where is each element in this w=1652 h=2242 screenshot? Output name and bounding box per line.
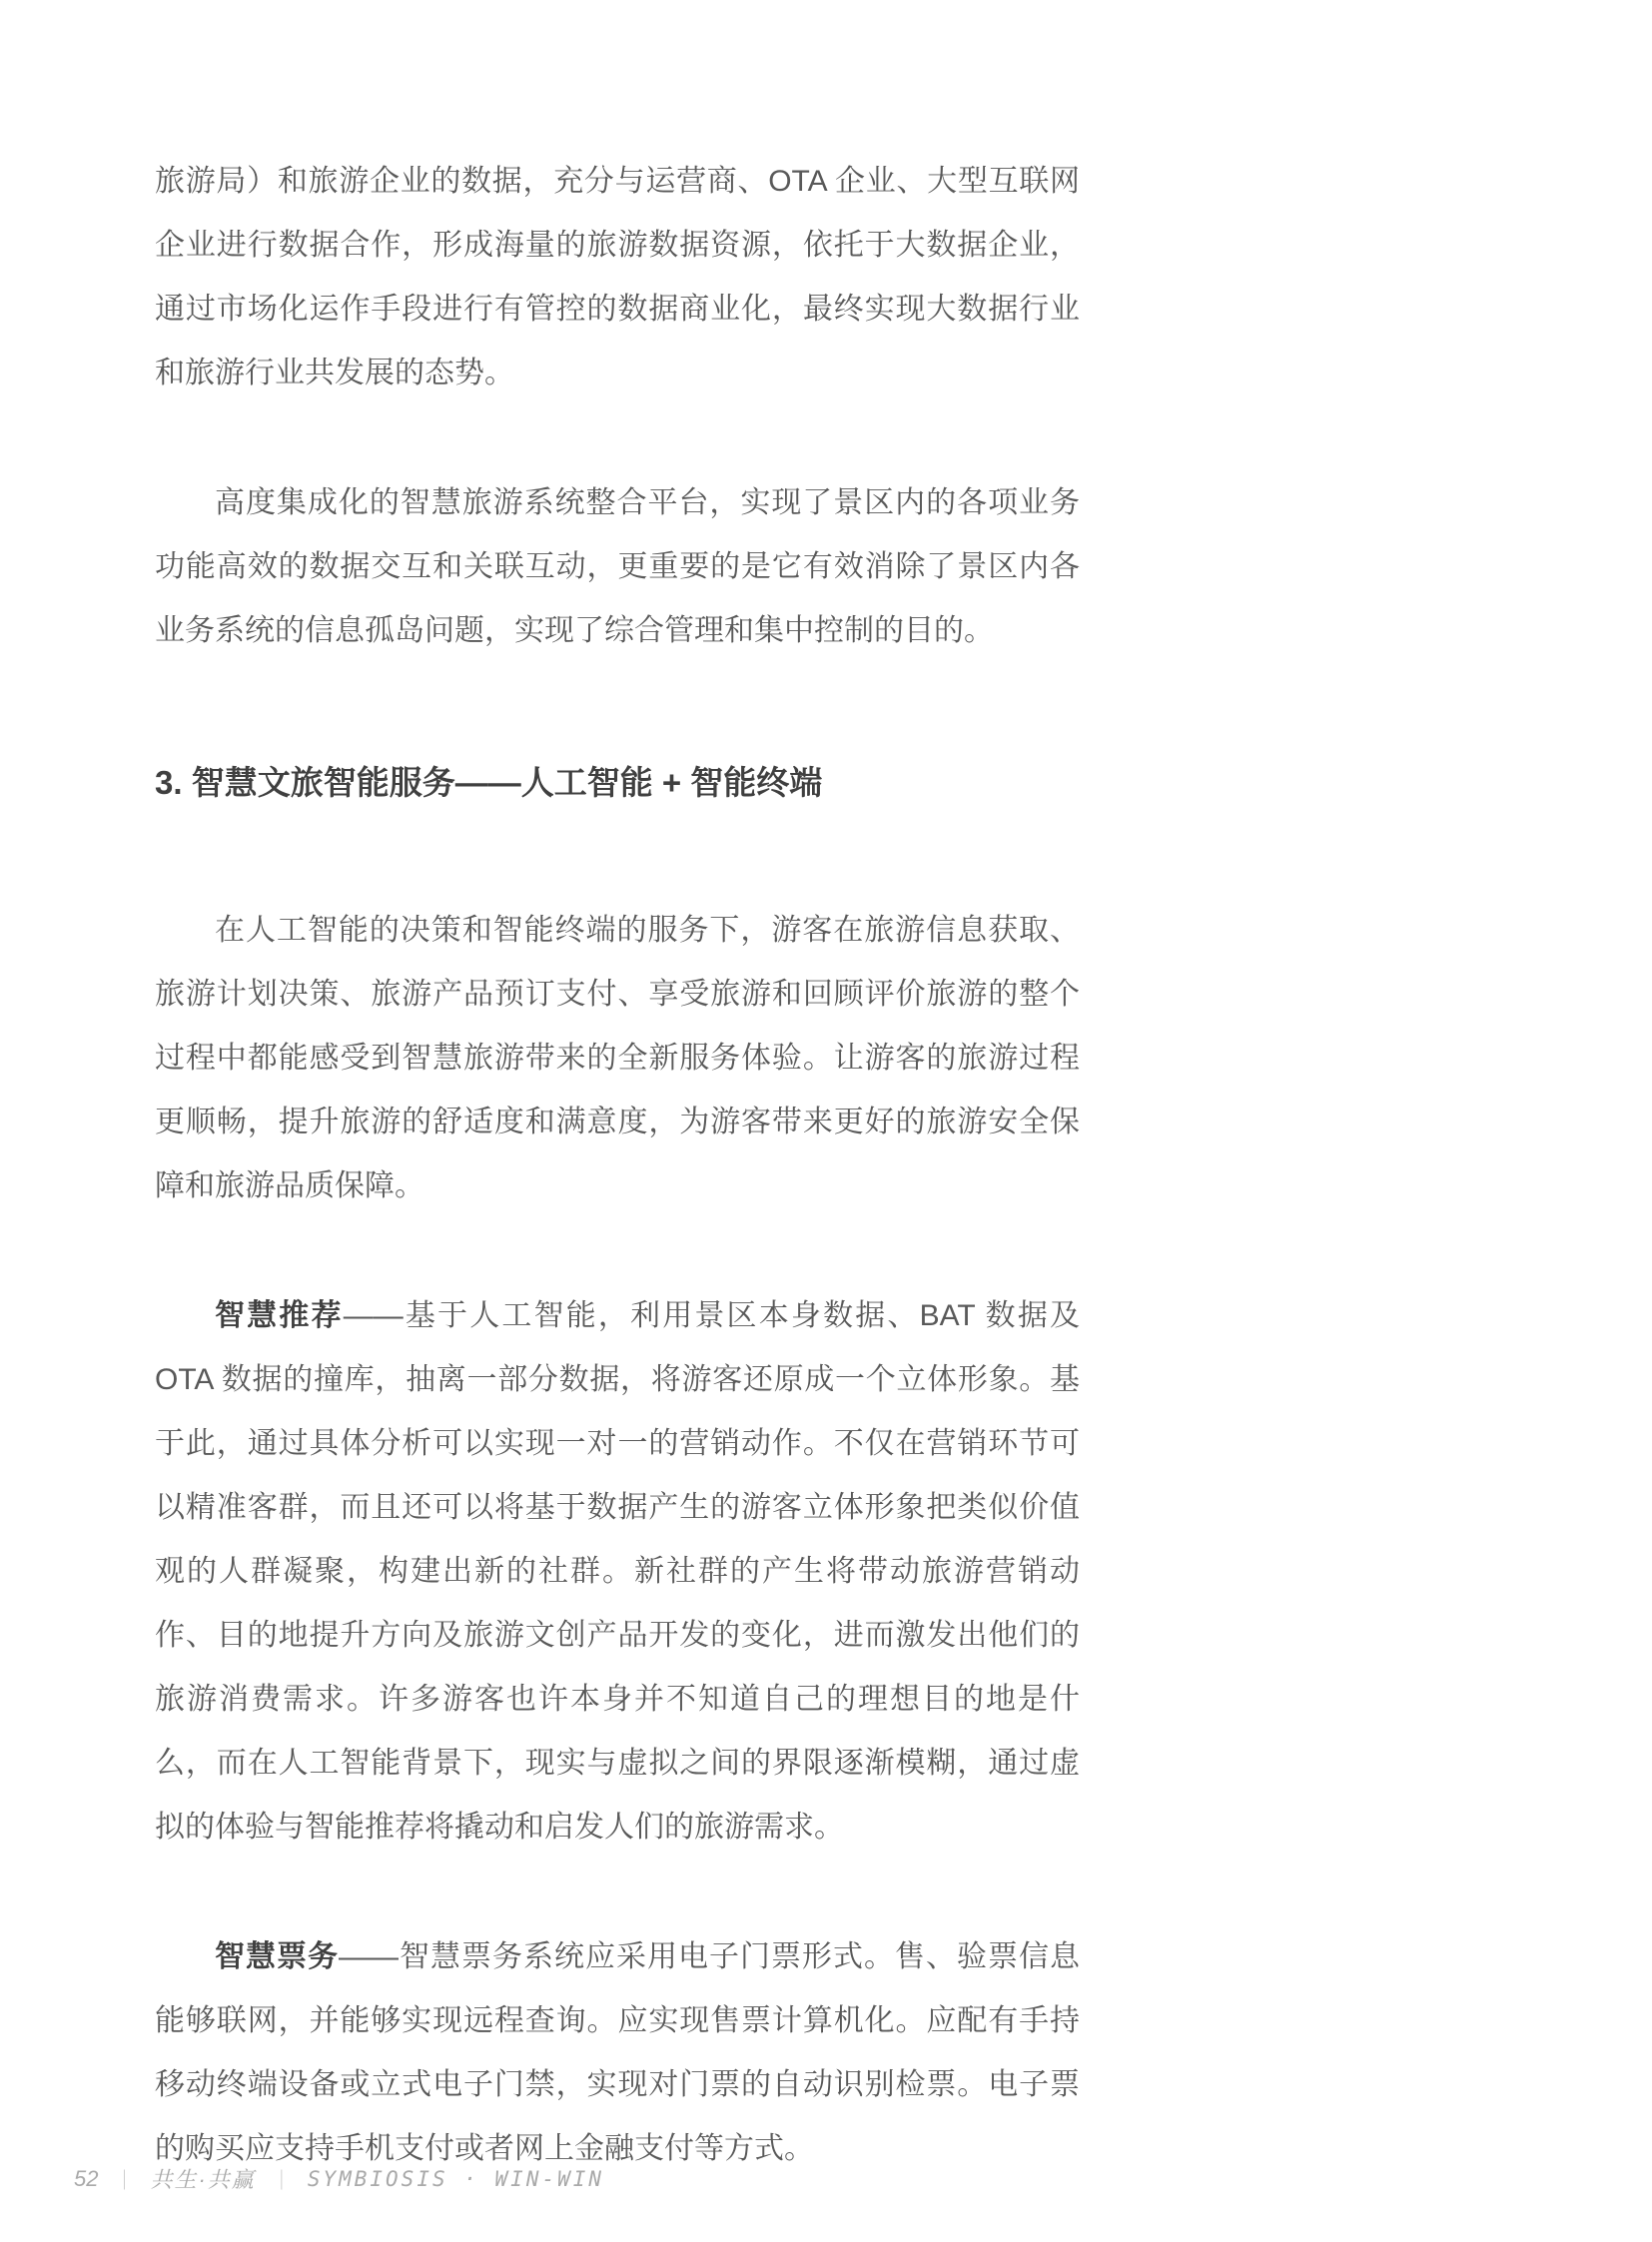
footer-motto-english: SYMBIOSIS · WIN-WIN	[307, 2166, 605, 2191]
paragraph-integrated-platform: 高度集成化的智慧旅游系统整合平台，实现了景区内的各项业务功能高效的数据交互和关联互动，更重要的是它有效消除了景区内各业务系统的信息孤岛问题，实现了综合管理和集中控制的目的。	[155, 486, 1080, 647]
paragraph-smart-ticketing-text: ——智慧票务系统应采用电子门票形式。售、验票信息能够联网，并能够实现远程查询。应实现售票计算机化。应配有手持移动终端设备或立式电子门禁，实现对门票的自动识别检票。电子票的购买应支持手机支付或者网上金融支付等方式。	[155, 1940, 1080, 2165]
section-heading-smart-culture-tourism-service: 3. 智慧文旅智能服务——人工智能 + 智能终端	[155, 764, 823, 801]
footer-separator: ｜	[114, 2170, 135, 2192]
footer-motto-chinese: 共生·共赢	[150, 2167, 256, 2192]
paragraph-smart-recommendation	[155, 1284, 1080, 1860]
paragraph-smart-recommendation-text: ——基于人工智能，利用景区本身数据、BAT 数据及 OTA 数据的撞库，抽离一部分数据，将游客还原成一个立体形象。基于此，通过具体分析可以实现一对一的营销动作。不仅在营销环节可以精准客群，而且还可以将基于数据产生的游客立体形象把类似价值观的人群凝聚，构建出新的社群。新社群的产生将带动旅游营销动作、目的地提升方向及旅游文创产品开发的变化，进而激发出他们的旅游消费需求。许多游客也许本身并不知道自己的理想目的地是什么，而在人工智能背景下，现实与虚拟之间的界限逐渐模糊，通过虚拟的体验与智能推荐将撬动和启发人们的旅游需求。	[155, 1299, 1080, 1844]
paragraph-smart-ticketing	[155, 1925, 1080, 2181]
bold-lead-smart-ticketing: 智慧票务	[215, 1940, 339, 1973]
page-footer	[74, 2163, 604, 2194]
paragraph-data-cooperation: 旅游局）和旅游企业的数据，充分与运营商、OTA 企业、大型互联网企业进行数据合作，形成海量的旅游数据资源，依托于大数据企业，通过市场化运作手段进行有管控的数据商业化，最终实现大数据行业和旅游行业共发展的态势。	[155, 165, 1080, 389]
paragraph-ai-terminal-service: 在人工智能的决策和智能终端的服务下，游客在旅游信息获取、旅游计划决策、旅游产品预订支付、享受旅游和回顾评价旅游的整个过程中都能感受到智慧旅游带来的全新服务体验。让游客的旅游过程更顺畅，提升旅游的舒适度和满意度，为游客带来更好的旅游安全保障和旅游品质保障。	[155, 914, 1080, 1202]
footer-separator: ｜	[271, 2170, 292, 2192]
page-number: 52	[74, 2165, 99, 2191]
bold-lead-smart-recommendation: 智慧推荐	[215, 1299, 344, 1332]
text-column	[155, 150, 1080, 2242]
